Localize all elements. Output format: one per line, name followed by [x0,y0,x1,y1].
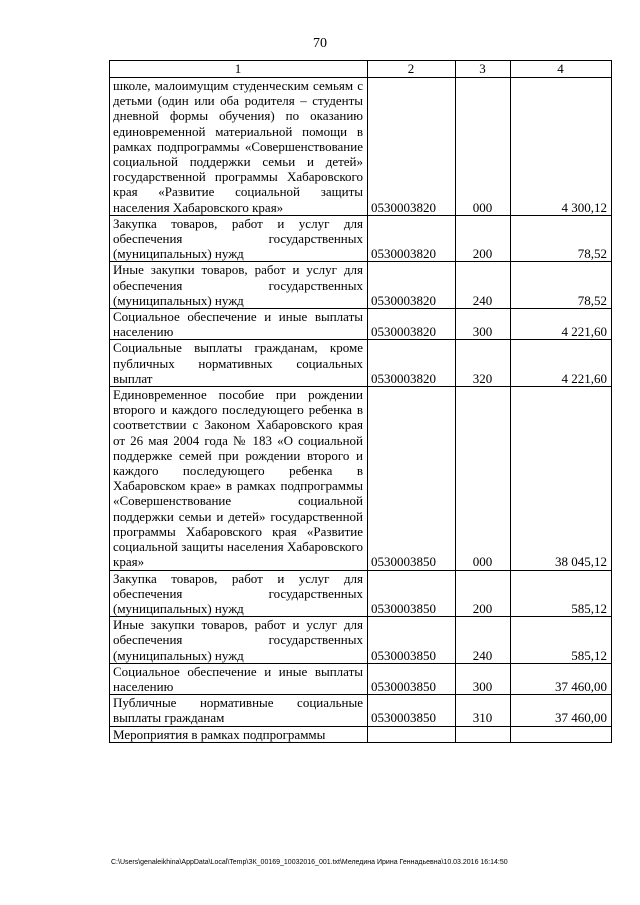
table-row [110,663,612,694]
row-expense-type: 000 [456,387,511,570]
row-amount: 4 221,60 [511,340,612,387]
row-description: Закупка товаров, работ и услуг для обеспечения государственных (муниципальных) нужд [110,570,368,617]
row-amount: 585,12 [511,570,612,617]
table-row [110,78,612,216]
column-header-3: 3 [456,61,511,78]
row-target-code: 0530003820 [368,340,456,387]
row-expense-type: 300 [456,309,511,340]
row-target-code: 0530003820 [368,215,456,262]
table-row [110,215,612,262]
row-expense-type: 000 [456,78,511,216]
row-description: Единовременное пособие при рождении второго и каждого последующего ребенка в соответствии с Законом Хабаровского края от 26 мая 2004 года № 183 «О социальной поддержке семей при рождении второго и каждого последующего ребенка в Хабаровском крае» в рамках подпрограммы «Совершенствование социальной поддержки семьи и детей» государственной программы Хабаровского края «Развитие социальной защиты населения Хабаровского края» [110,387,368,570]
row-amount: 78,52 [511,262,612,309]
row-expense-type: 240 [456,617,511,664]
row-target-code: 0530003850 [368,387,456,570]
row-amount: 585,12 [511,617,612,664]
column-header-2: 2 [368,61,456,78]
row-expense-type: 240 [456,262,511,309]
row-description: Закупка товаров, работ и услуг для обеспечения государственных (муниципальных) нужд [110,215,368,262]
table-row [110,387,612,570]
row-amount: 78,52 [511,215,612,262]
table-row [110,262,612,309]
table-row [110,340,612,387]
row-target-code: 0530003850 [368,617,456,664]
row-amount [511,726,612,742]
row-description: Публичные нормативные социальные выплаты гражданам [110,695,368,726]
row-description: школе, малоимущим студенческим семьям с детьми (один или оба родителя – студенты дневной формы обучения) по оказанию единовременной материальной помощи в рамках подпрограммы «Совершенствование социальной поддержки семьи и детей» государственной программы Хабаровского края «Развитие социальной защиты населения Хабаровского края» [110,78,368,216]
row-description: Иные закупки товаров, работ и услуг для обеспечения государственных (муниципальных) нужд [110,262,368,309]
row-target-code [368,726,456,742]
file-path-footer: C:\Users\genaleikhina\AppData\Local\Temp\ЗК_00169_10032016_001.txt\Меледина Ирина Геннадьевна\10.03.2016 16:14:50 [111,859,508,866]
budget-table [109,60,612,743]
column-header-4: 4 [511,61,612,78]
row-description: Иные закупки товаров, работ и услуг для обеспечения государственных (муниципальных) нужд [110,617,368,664]
row-expense-type: 200 [456,215,511,262]
row-target-code: 0530003850 [368,695,456,726]
row-description: Социальное обеспечение и иные выплаты населению [110,663,368,694]
row-target-code: 0530003820 [368,309,456,340]
row-description: Мероприятия в рамках подпрограммы [110,726,368,742]
row-amount: 4 300,12 [511,78,612,216]
page-number: 70 [313,36,327,51]
row-description: Социальные выплаты гражданам, кроме публичных нормативных социальных выплат [110,340,368,387]
table-row [110,695,612,726]
table-row [110,309,612,340]
row-expense-type: 320 [456,340,511,387]
row-amount: 37 460,00 [511,663,612,694]
row-amount: 38 045,12 [511,387,612,570]
row-expense-type: 200 [456,570,511,617]
row-description: Социальное обеспечение и иные выплаты населению [110,309,368,340]
row-target-code: 0530003850 [368,663,456,694]
row-expense-type: 300 [456,663,511,694]
row-expense-type: 310 [456,695,511,726]
row-target-code: 0530003820 [368,262,456,309]
table-row [110,570,612,617]
table-row [110,617,612,664]
row-expense-type [456,726,511,742]
row-amount: 37 460,00 [511,695,612,726]
table-row [110,726,612,742]
row-amount: 4 221,60 [511,309,612,340]
row-target-code: 0530003850 [368,570,456,617]
row-target-code: 0530003820 [368,78,456,216]
table-header-row [110,61,612,78]
column-header-1: 1 [110,61,368,78]
